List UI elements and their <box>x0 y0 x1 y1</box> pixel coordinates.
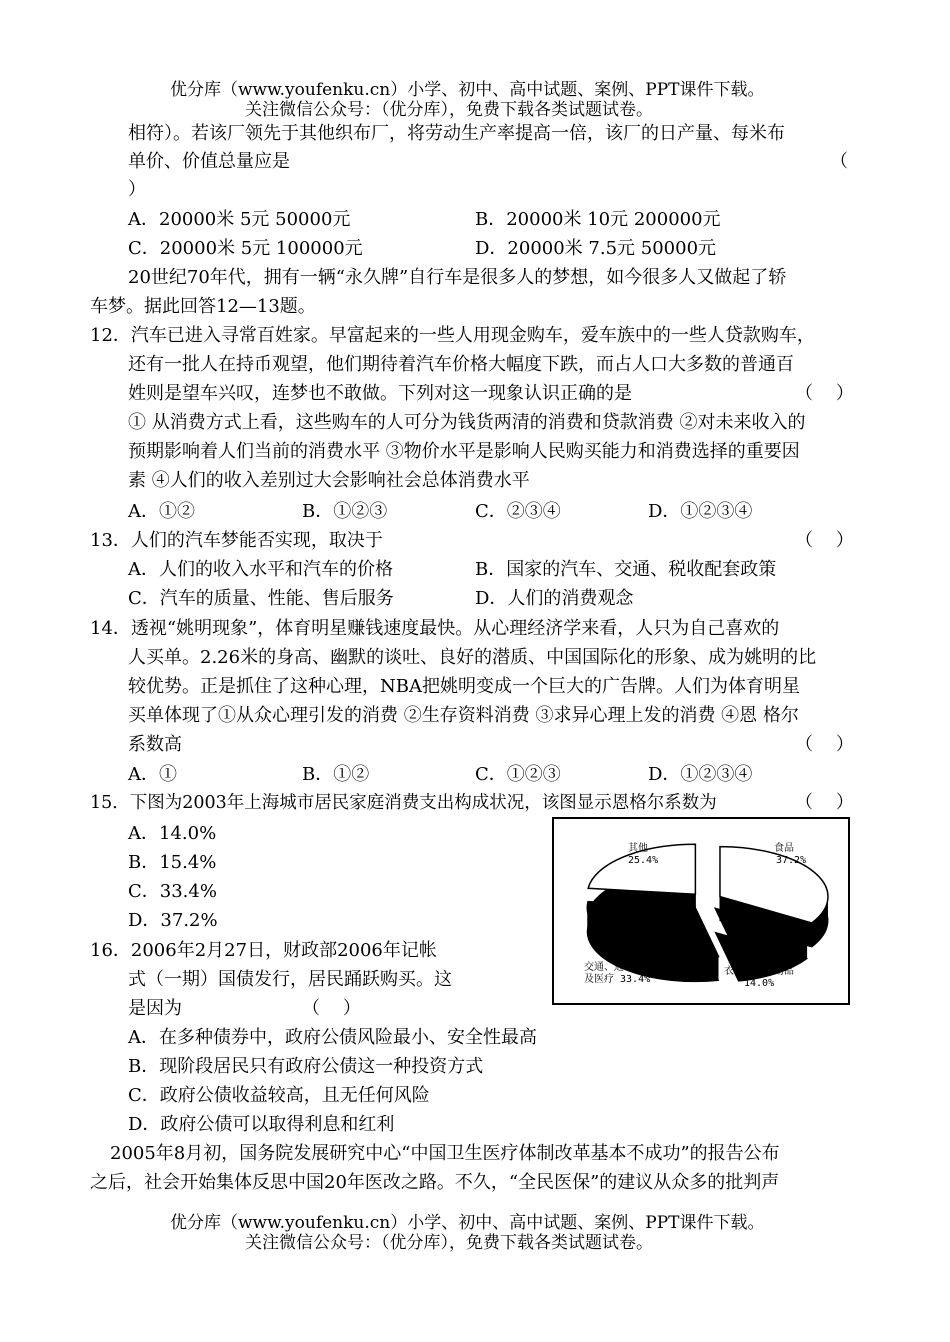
consumption-pie-chart <box>552 817 850 1005</box>
label-other-pct: 25.4% <box>628 855 659 866</box>
q12-stem-line5: 预期影响着人们当前的消费水平 ③物价水平是影响人民购买能力和消费选择的重要因 <box>128 441 800 462</box>
q13-option-b: B．国家的汽车、交通、税收配套政策 <box>475 559 777 580</box>
q14-stem-line2: 人买单。2.26米的身高、幽默的谈吐、良好的潜质、中国国际化的形象、成为姚明的比 <box>128 647 817 668</box>
q16-answer-paren: （ ） <box>302 998 361 1019</box>
q16-option-a: A．在多种债券中，政府公债风险最小、安全性最高 <box>128 1027 537 1048</box>
q12-stem-line4: ① 从消费方式上看，这些购车的人可分为钱货两清的消费和贷款消费 ②对未来收入的 <box>128 412 806 433</box>
q15-option-c: C．33.4% <box>128 881 217 902</box>
q11-answer-paren-close: ） <box>128 179 146 200</box>
q12-option-c: C．②③④ <box>475 501 561 522</box>
q14-stem-line4: 买单体现了①从众心理引发的消费 ②生存资料消费 ③求异心理上发的消费 ④恩 格尔 <box>128 705 799 726</box>
q14-option-d: D．①②③④ <box>648 764 753 785</box>
label-transport-line2: 及医疗 33.4% <box>584 974 651 985</box>
q11-stem-line2: 单价、价值总量应是 <box>128 151 290 172</box>
q14-option-c: C．①②③ <box>475 764 561 785</box>
q11-option-a: A．20000米 5元 50000元 <box>128 209 351 230</box>
q13-answer-paren: （ ） <box>795 530 854 551</box>
intro-health-reform-line1: 2005年8月初，国务院发展研究中心“中国卫生医疗体制改革基本不成功”的报告公布 <box>110 1143 780 1164</box>
q16-option-c: C．政府公债收益较高，且无任何风险 <box>128 1085 430 1106</box>
q13-stem: 13．人们的汽车梦能否实现，取决于 <box>90 530 383 551</box>
label-clothing-line2: 14.0% <box>744 978 775 989</box>
q14-stem-line3: 较优势。正是抓住了这种心理，NBA把姚明变成一个巨大的广告牌。人们为体育明星 <box>128 676 800 697</box>
q15-option-b: B．15.4% <box>128 852 217 873</box>
q14-option-a: A．① <box>128 764 177 785</box>
label-other-name: 其他 <box>628 843 648 854</box>
q15-answer-paren: （ ） <box>795 792 854 813</box>
q16-stem-line2: 式（一期）国债发行，居民踊跃购买。这 <box>128 969 452 990</box>
label-transport-line1: 交通、通讯、教育 <box>584 962 664 973</box>
page-header-line2: 关注微信公众号：（优分库），免费下载各类试题试卷。 <box>245 100 653 120</box>
intro-12-13-line2: 车梦。据此回答12—13题。 <box>90 296 316 317</box>
q12-stem-line6: 素 ④人们的收入差别过大会影响社会总体消费水平 <box>128 470 530 491</box>
q11-option-b: B．20000米 10元 200000元 <box>475 209 721 230</box>
q15-option-d: D．37.2% <box>128 910 218 931</box>
q13-option-a: A．人们的收入水平和汽车的价格 <box>128 559 393 580</box>
q12-option-b: B．①②③ <box>302 501 388 522</box>
q16-stem-line1: 16．2006年2月27日，财政部2006年记帐 <box>90 940 437 961</box>
q13-option-d: D．人们的消费观念 <box>475 588 634 609</box>
q16-option-b: B．现阶段居民只有政府公债这一种投资方式 <box>128 1056 484 1077</box>
q11-option-d: D．20000米 7.5元 50000元 <box>475 238 717 259</box>
page-footer-line2: 关注微信公众号：（优分库），免费下载各类试题试卷。 <box>245 1233 653 1253</box>
q14-stem-line1: 14．透视“姚明现象”，体育明星赚钱速度最快。从心理经济学来看，人只为自己喜欢的 <box>90 618 780 639</box>
label-food-name: 食品 <box>774 843 794 854</box>
q15-stem: 15．下图为2003年上海城市居民家庭消费支出构成状况，该图显示恩格尔系数为 <box>90 793 717 813</box>
pie-chart-svg <box>554 819 848 1003</box>
q14-answer-paren: （ ） <box>795 734 854 755</box>
intro-health-reform-line2: 之后，社会开始集体反思中国20年医改之路。不久，“全民医保”的建议从众多的批判声 <box>90 1172 780 1193</box>
q12-stem-line2: 还有一批人在持币观望，他们期待着汽车价格大幅度下跌，而占人口大多数的普通百 <box>128 354 794 375</box>
q15-option-a: A．14.0% <box>128 823 217 844</box>
q16-option-d: D．政府公债可以取得利息和红利 <box>128 1114 395 1135</box>
q11-answer-paren-open: （ <box>830 151 848 172</box>
page-header-line1: 优分库（www.youfenku.cn）小学、初中、高中试题、案例、PPT课件下载。 <box>170 80 765 100</box>
label-clothing-line1: 衣着及家庭用品 <box>724 966 794 977</box>
q12-option-a: A．①② <box>128 501 195 522</box>
q12-stem-line1: 12．汽车已进入寻常百姓家。早富起来的一些人用现金购车，爱车族中的一些人贷款购车， <box>90 325 815 346</box>
q14-stem-line5: 系数高 <box>128 734 182 755</box>
intro-12-13-line1: 20世纪70年代，拥有一辆“永久牌”自行车是很多人的梦想，如今很多人又做起了轿 <box>128 267 787 288</box>
q14-option-b: B．①② <box>302 764 370 785</box>
q12-option-d: D．①②③④ <box>648 501 753 522</box>
q11-stem-line1: 相符）。若该厂领先于其他织布厂，将劳动生产率提高一倍，该厂的日产量、每米布 <box>128 123 785 144</box>
q13-option-c: C．汽车的质量、性能、售后服务 <box>128 588 394 609</box>
page-footer-line1: 优分库（www.youfenku.cn）小学、初中、高中试题、案例、PPT课件下载。 <box>170 1213 765 1233</box>
q11-option-c: C．20000米 5元 100000元 <box>128 238 363 259</box>
q12-stem-line3: 姓则是望车兴叹，连梦也不敢做。下列对这一现象认识正确的是 <box>128 383 632 404</box>
q16-stem-line3: 是因为 <box>128 998 182 1019</box>
label-food-pct: 37.2% <box>776 855 807 866</box>
q12-answer-paren: （ ） <box>795 383 854 404</box>
